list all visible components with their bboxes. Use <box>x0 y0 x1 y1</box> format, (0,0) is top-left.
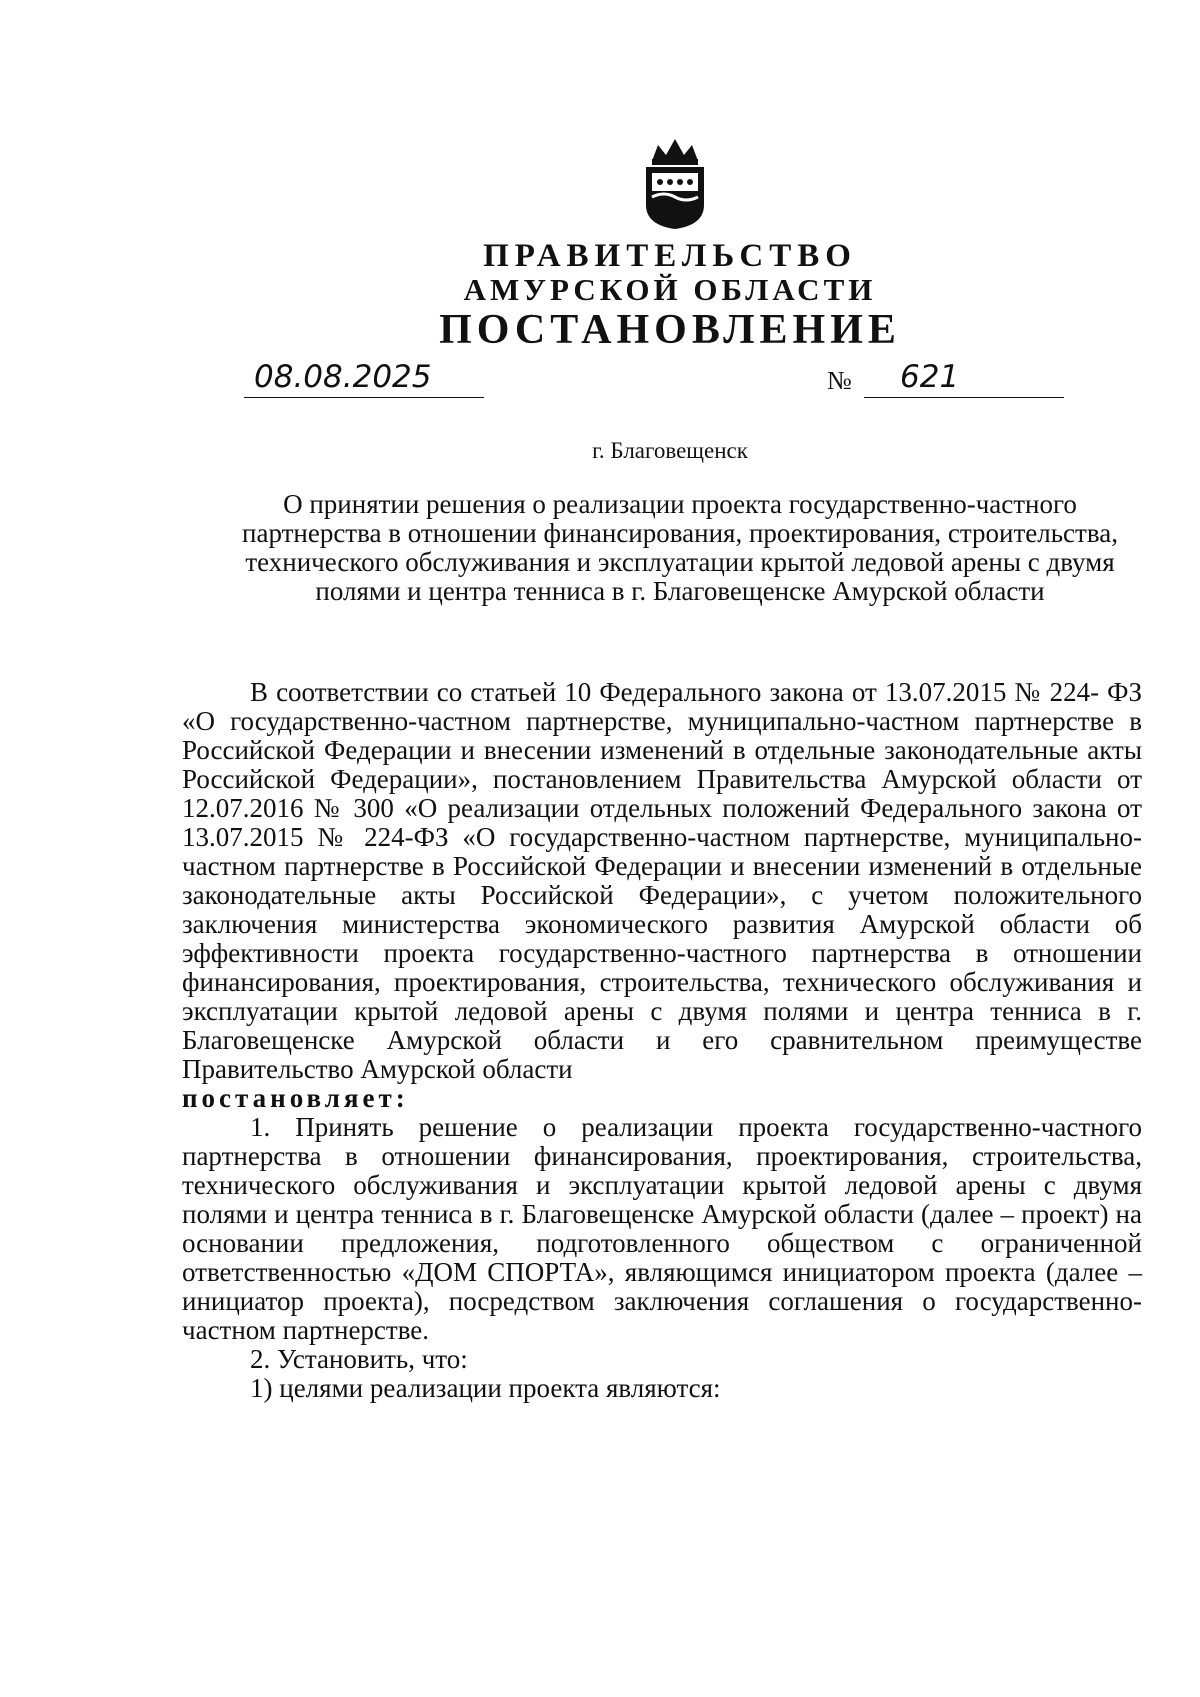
document-date: 08.08.2025 <box>244 358 484 398</box>
city: г. Благовещенск <box>592 438 748 463</box>
decree-word: постановляет: <box>182 1083 409 1113</box>
title-line: технического обслуживания и эксплуатации крытой ледовой арены с двумя <box>245 547 1115 577</box>
document-number: 621 <box>864 358 1064 398</box>
title-line: партнерства в отношении финансирования, проектирования, строительства, <box>242 518 1118 548</box>
item-2: 2. Установить, что: <box>250 1344 468 1374</box>
document-title <box>190 490 1170 606</box>
document-type: ПОСТАНОВЛЕНИЕ <box>439 307 901 353</box>
item-2-1: 1) целями реализации проекта являются: <box>250 1373 721 1403</box>
item-1: 1. Принять решение о реализации проекта государственно-частного партнерства в отношении финансирования, проектирования, строительства, технического обслуживания и эксплуатации крытой ледовой арены с двумя полями и центра тенниса в г. Благовещенске Амурской области (далее – проект) на основании предложения, подготовленного обществом с ограниченной ответственностью «ДОМ СПОРТА», являющимся инициатором проекта (далее – инициатор проекта), посредством заключения соглашения о государственно-частном партнерстве. <box>182 1112 1142 1345</box>
title-line: полями и центра тенниса в г. Благовещенске Амурской области <box>315 576 1045 606</box>
issuer-line-1: ПРАВИТЕЛЬСТВО <box>483 238 857 274</box>
coat-of-arms-icon <box>638 135 712 231</box>
number-sign: № <box>827 366 852 395</box>
preamble-paragraph: В соответствии со статьей 10 Федерального закона от 13.07.2015 № 224- ФЗ «О государственно-частном партнерстве, муниципально-частном партнерстве в Российской Федерации и внесении изменений в отдельные законодательные акты Российской Федерации», постановлением Правительства Амурской области от 12.07.2016 № 300 «О реализации отдельных положений Федерального закона от 13.07.2015 № 224-ФЗ «О государственно-частном партнерстве, муниципально-частном партнерстве в Российской Федерации и внесении изменений в отдельные законодательные акты Российской Федерации», с учетом положительного заключения министерства экономического развития Амурской области об эффективности проекта государственно-частного партнерства в отношении финансирования, проектирования, строительства, технического обслуживания и эксплуатации крытой ледовой арены с двумя полями и центра тенниса в г. Благовещенске Амурской области и его сравнительном преимуществе Правительство Амурской области <box>182 677 1142 1084</box>
document-body <box>182 678 1142 1403</box>
title-line: О принятии решения о реализации проекта государственно-частного <box>283 489 1077 519</box>
issuer-line-2: АМУРСКОЙ ОБЛАСТИ <box>463 272 877 307</box>
